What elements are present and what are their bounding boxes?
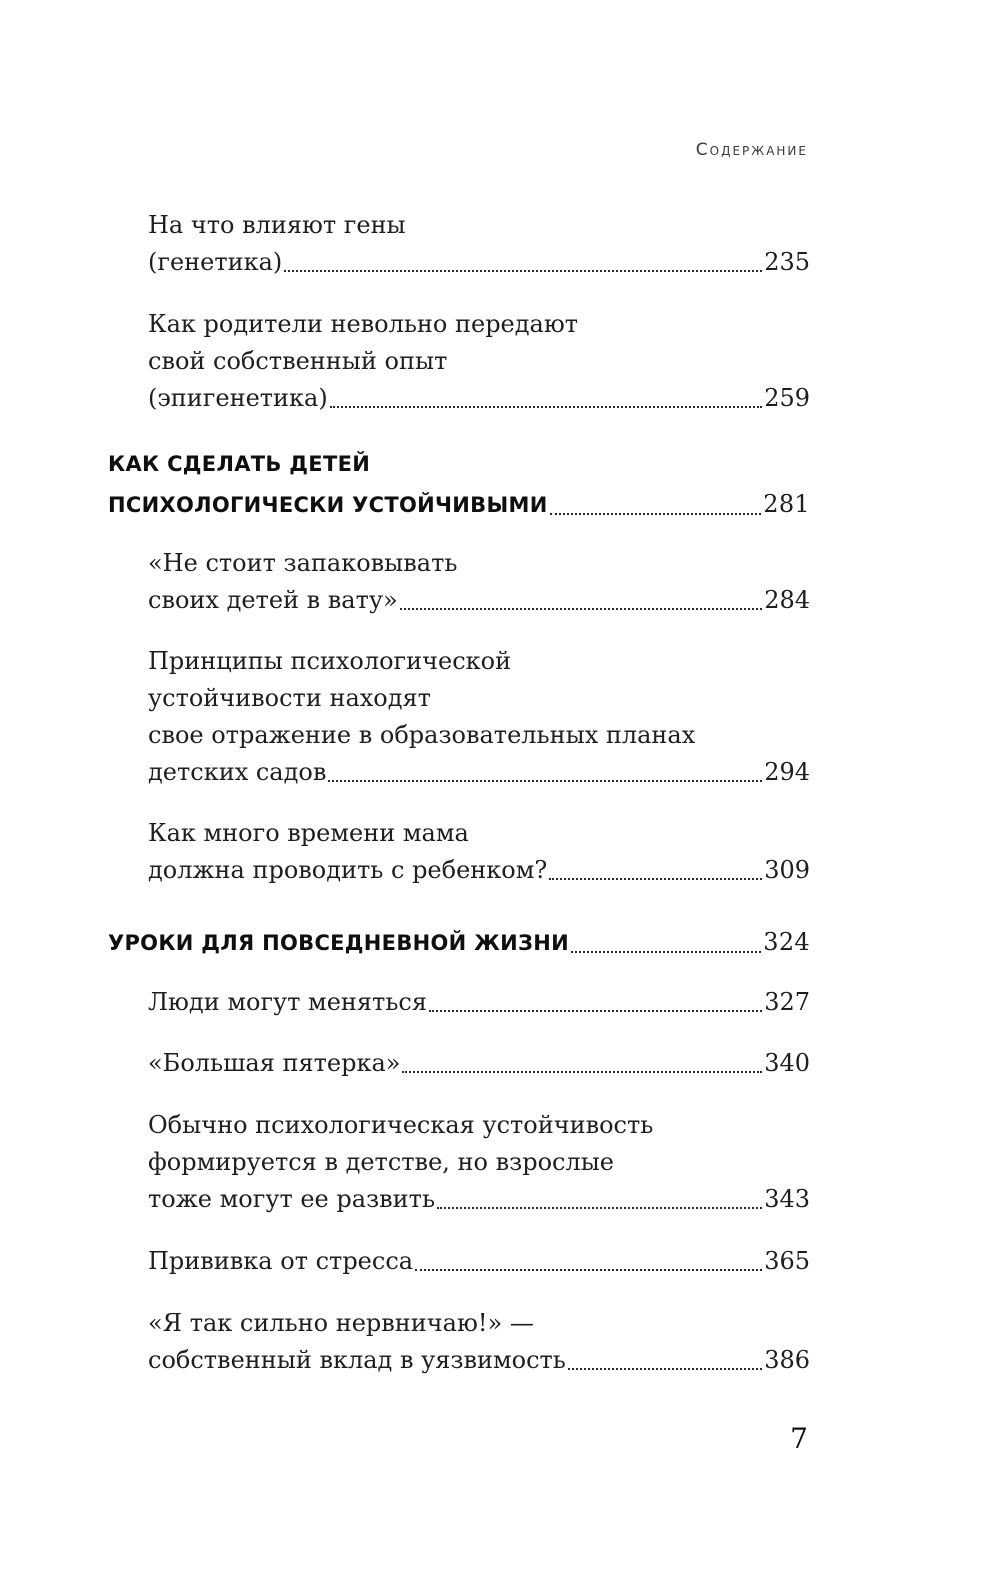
dot-leader (415, 1243, 762, 1280)
toc-entry-text: Как много времени мама (148, 819, 469, 847)
toc-entry-text: «Большая пятерка» (148, 1049, 401, 1077)
dot-leader (549, 852, 762, 889)
page-number: 259 (764, 384, 810, 412)
page-number: 309 (764, 856, 810, 884)
toc-entry-text: Люди могут меняться (148, 988, 427, 1016)
dot-leader (568, 1342, 762, 1379)
toc-entry-text: Как родители невольно передают (148, 310, 579, 338)
dot-leader (284, 244, 762, 281)
toc-entry-vulnerability[interactable] (148, 1305, 810, 1379)
toc-entry-people-change[interactable] (148, 984, 810, 1021)
toc-section-everyday-lessons[interactable] (108, 922, 810, 962)
toc-entry-text: устойчивости находят (148, 684, 431, 712)
toc-entry-text: Прививка от стресса (148, 1247, 414, 1275)
dot-leader (328, 754, 762, 791)
toc-entry-text: На что влияют гены (148, 211, 406, 239)
toc-entry-text: (эпигенетика) (148, 384, 328, 412)
toc-entry-kindergarten-plans[interactable] (148, 643, 810, 791)
dot-leader (402, 1045, 762, 1082)
dot-leader (571, 922, 761, 962)
dot-leader (550, 484, 762, 524)
toc-entry-text: должна проводить с ребенком? (148, 856, 548, 884)
toc-entry-text: формируется в детстве, но взрослые (148, 1148, 615, 1176)
toc-entry-adults-develop[interactable] (148, 1107, 810, 1218)
running-head: Содержание (695, 140, 808, 160)
toc-section-text: КАК СДЕЛАТЬ ДЕТЕЙ (108, 452, 371, 476)
toc-entry-text: «Не стоит запаковывать (148, 549, 458, 577)
page-number: 281 (763, 490, 810, 518)
page-number: 386 (764, 1346, 810, 1374)
toc-entry-genes[interactable] (148, 207, 810, 281)
toc-section-text: ПСИХОЛОГИЧЕСКИ УСТОЙЧИВЫМИ (108, 493, 548, 517)
toc-section-text: УРОКИ ДЛЯ ПОВСЕДНЕВНОЙ ЖИЗНИ (108, 931, 569, 955)
page-number: 324 (763, 928, 810, 956)
toc-entry-stress-inoculation[interactable] (148, 1243, 810, 1280)
page-number: 284 (764, 586, 810, 614)
toc-section-resilient-children[interactable] (108, 444, 810, 524)
dot-leader (429, 984, 762, 1021)
page-number: 327 (764, 988, 810, 1016)
dot-leader (437, 1181, 762, 1218)
toc-entry-mother-time[interactable] (148, 815, 810, 889)
page-number: 365 (764, 1247, 810, 1275)
toc-entry-text: свой собственный опыт (148, 347, 448, 375)
page-number: 340 (764, 1049, 810, 1077)
toc-entry-cotton-wool[interactable] (148, 545, 810, 619)
toc-entry-text: Принципы психологической (148, 647, 512, 675)
toc-entry-text: (генетика) (148, 248, 283, 276)
dot-leader (330, 380, 762, 417)
dot-leader (400, 582, 762, 619)
toc-entry-text: тоже могут ее развить (148, 1185, 436, 1213)
page-number: 294 (764, 758, 810, 786)
page-number: 343 (764, 1185, 810, 1213)
toc-entry-text: собственный вклад в уязвимость (148, 1346, 566, 1374)
toc-entry-text: своих детей в вату» (148, 586, 398, 614)
toc-entry-big-five[interactable] (148, 1045, 810, 1082)
toc-entry-text: свое отражение в образовательных планах (148, 721, 696, 749)
toc-entry-text: Обычно психологическая устойчивость (148, 1111, 654, 1139)
toc-entry-text: «Я так сильно нервничаю!» — (148, 1309, 534, 1337)
page-number: 235 (764, 248, 810, 276)
toc-entry-epigenetics[interactable] (148, 306, 810, 417)
page-folio: 7 (790, 1422, 808, 1455)
toc-entry-text: детских садов (148, 758, 327, 786)
